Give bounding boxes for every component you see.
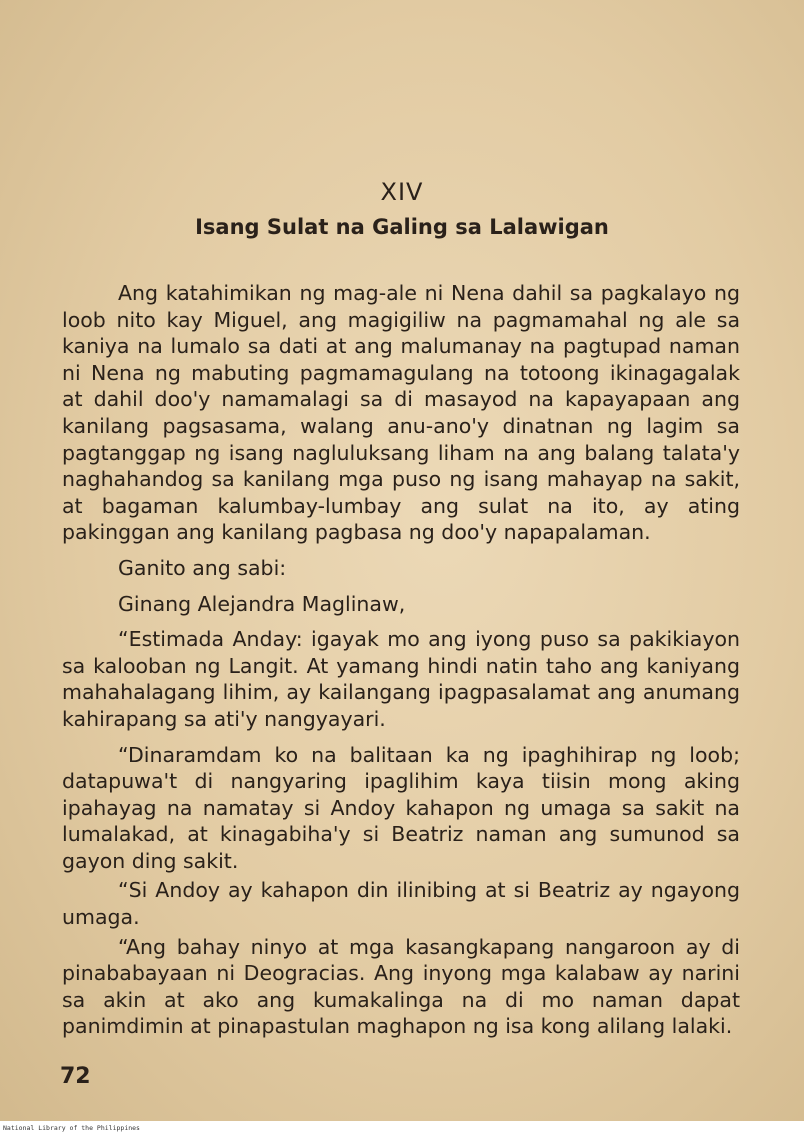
paragraph: “Estimada Anday: igayak mo ang iyong puso sa pakikiayon sa kalooban ng Langit. At yamang hindi natin taho ang kaniyang mahahalagang lihim, ay kailangang ipagpasalamat ang anumang kahirapang sa ati'y nangyayari. (62, 627, 740, 731)
paragraph: Ang katahimikan ng mag-ale ni Nena dahil sa pagkalayo ng loob nito kay Miguel, ang magigiliw na pagmamahal ng ale sa kaniya na lumalo sa dati at ang malumanay na pagtupad naman ni Nena ng mabuting pagmamagulang na totoong ikinagagalak at dahil doo'y namamalagi sa di masayod na kapayapaan ang kanilang pagsasama, walang anu-ano'y dinatnan ng lagim sa pagtanggap ng isang nagluluksang liham na ang balang talata'y naghahandog sa kanilang mga puso ng isang mahayap na sakit, at bagaman kalumbay-lumbay ang sulat na ito, ay ating pakinggan ang kanilang pagbasa ng doo'y napapalaman. (62, 281, 740, 545)
library-footer: National Library of the Philippines (3, 1124, 140, 1132)
chapter-number: XIV (380, 178, 424, 206)
paragraph: Ginang Alejandra Maglinaw, (118, 591, 406, 616)
paragraph: “Si Andoy ay kahapon din ilinibing at si Beatriz ay ngayong umaga. (62, 878, 740, 930)
page-number: 72 (60, 1064, 91, 1089)
body-text (62, 280, 740, 1040)
paragraph: “Ang bahay ninyo at mga kasangkapang nangaroon ay di pinababayaan ni Deogracias. Ang inyong mga kalabaw ay narini sa akin at ako ang kumakalinga na di mo naman dapat panimdimin at pinapastulan maghapon ng isa kong alilang lalaki. (62, 934, 740, 1039)
paragraph: Ganito ang sabi: (118, 555, 287, 580)
chapter-title: Isang Sulat na Galing sa Lalawigan (195, 215, 609, 239)
paragraph: “Dinaramdam ko na balitaan ka ng ipaghihirap ng loob; datapuwa't di nangyaring ipaglihim kaya tiisin mong aking ipahayag na namatay si Andoy kahapon ng umaga sa sakit na lumalakad, at kinagabiha'y si Beatriz naman ang sumunod sa gayon ding sakit. (62, 742, 740, 873)
